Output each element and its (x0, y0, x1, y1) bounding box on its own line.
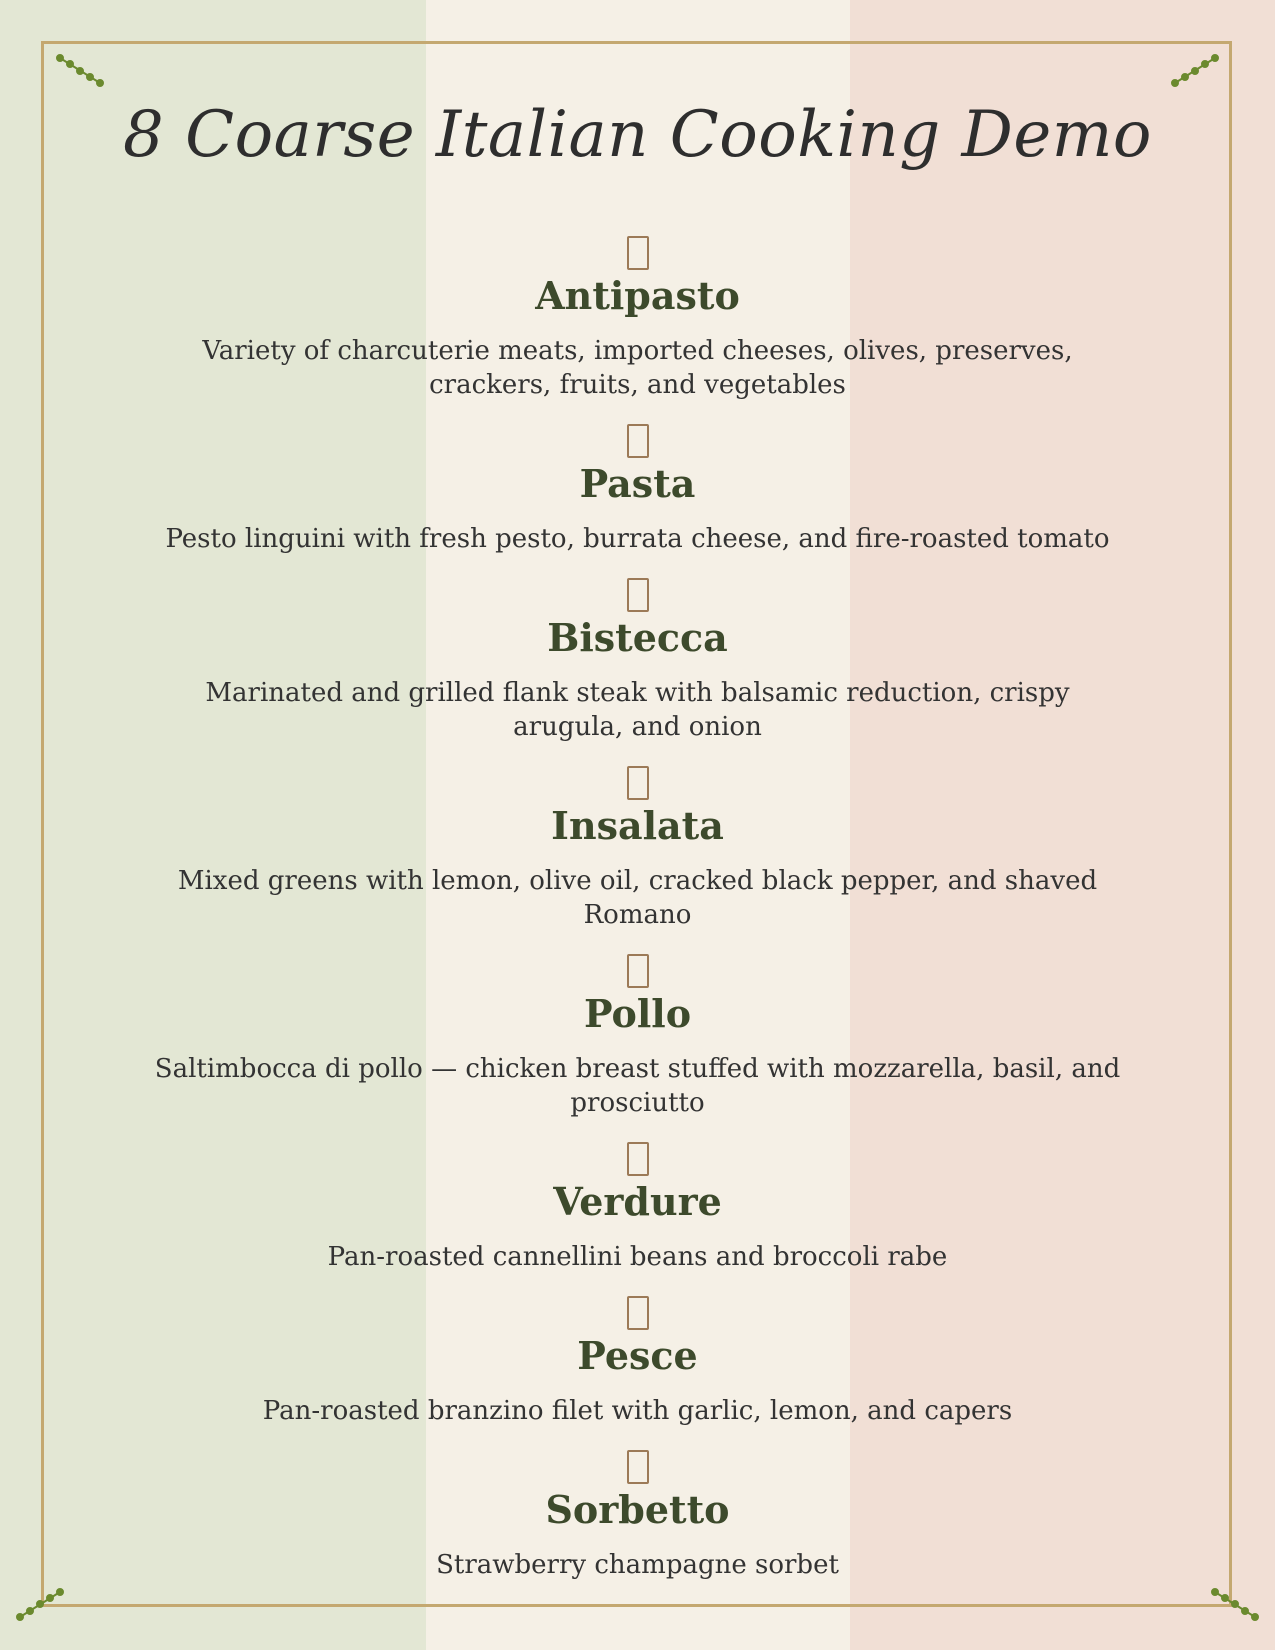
course-marker-icon (627, 954, 649, 988)
course-marker-icon (627, 424, 649, 458)
course-description: Pesto linguini with fresh pesto, burrata cheese, and fire-roasted tomato (165, 524, 1110, 554)
course-item (0, 1142, 1275, 1278)
course-item (0, 766, 1275, 936)
course-description: Pan-roasted branzino filet with garlic, lemon, and capers (262, 1396, 1013, 1426)
course-name: Pollo (583, 991, 692, 1036)
course-description: Strawberry champagne sorbet (436, 1550, 839, 1580)
course-item (0, 236, 1275, 406)
course-description: Saltimbocca di pollo — chicken breast stuffed with mozzarella, basil, and prosciutto (154, 1054, 1121, 1118)
course-name: Verdure (553, 1179, 722, 1224)
olive-branch-icon (1210, 1582, 1260, 1622)
course-list (0, 236, 1275, 1586)
page-title: 8 Coarse Italian Cooking Demo (123, 98, 1152, 172)
course-marker-icon (627, 1450, 649, 1484)
course-name: Antipasto (535, 273, 740, 318)
course-description: Mixed greens with lemon, olive oil, cracked black pepper, and shaved Romano (177, 866, 1098, 930)
course-name: Bistecca (547, 615, 728, 660)
course-item (0, 954, 1275, 1124)
course-marker-icon (627, 1142, 649, 1176)
course-item (0, 1296, 1275, 1432)
course-name: Pesce (577, 1333, 698, 1378)
olive-branch-icon (15, 1582, 65, 1622)
course-marker-icon (627, 236, 649, 270)
course-name: Insalata (551, 803, 724, 848)
course-item (0, 1450, 1275, 1586)
course-description: Variety of charcuterie meats, imported cheeses, olives, preserves, crackers, fruits, and vegetables (202, 336, 1073, 400)
course-item (0, 578, 1275, 748)
course-name: Pasta (579, 461, 696, 506)
course-name: Sorbetto (545, 1487, 730, 1532)
olive-branch-icon (55, 53, 105, 93)
course-marker-icon (627, 766, 649, 800)
course-description: Pan-roasted cannellini beans and broccoli rabe (327, 1242, 948, 1272)
course-marker-icon (627, 1296, 649, 1330)
course-description: Marinated and grilled flank steak with balsamic reduction, crispy arugula, and onion (205, 678, 1070, 742)
course-item (0, 424, 1275, 578)
course-marker-icon (627, 578, 649, 612)
olive-branch-icon (1170, 53, 1220, 93)
